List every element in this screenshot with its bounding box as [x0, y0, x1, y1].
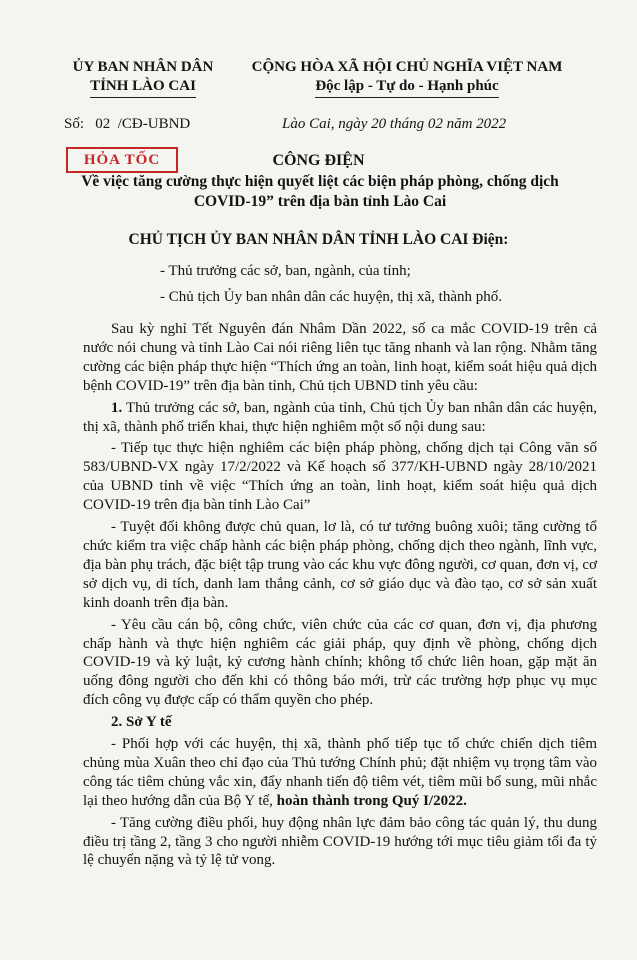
section-2-heading: 2. Sở Y tế: [111, 714, 172, 731]
section-1-number: 1.: [111, 399, 123, 416]
urgent-stamp: HỎA TỐC: [66, 147, 178, 173]
document-body: [83, 320, 597, 873]
section-2-bullet: - Tăng cường điều phối, huy động nhân lực đảm bảo công tác quản lý, thu dung điều trị tầng 2, tầng 3 cho người nhiễm COVID-19 hướng tới mục tiêu giảm tối đa tỷ lệ chuyển nặng và tỷ lệ tử vong.: [83, 814, 597, 869]
nation-line-1: CỘNG HÒA XÃ HỘI CHỦ NGHĨA VIỆT NAM: [251, 59, 563, 75]
section-2-bullet-text: - Phối hợp với các huyện, thị xã, thành phố tiếp tục tổ chức chiến dịch tiêm chủng mùa Xuân theo chỉ đạo của Thủ tướng Chính phủ; đặt nhiệm vụ trọng tâm vào công tác tiêm chủng vắc xin, đẩy nhanh tiến độ tiêm vét, tiêm mũi bổ sung, mũi nhắc lại theo hướng dẫn của Bộ Y tế,: [83, 736, 597, 809]
document-title: CÔNG ĐIỆN: [272, 152, 365, 169]
agency-line-1: ỦY BAN NHÂN DÂN: [72, 59, 214, 75]
section-1-bullet: - Tuyệt đối không được chủ quan, lơ là, có tư tưởng buông xuôi; tăng cường tổ chức kiểm tra việc chấp hành các biện pháp phòng, chống dịch theo ngành, lĩnh vực, địa bàn phụ trách, đặc biệt tập trung vào các khu vực đông người, cơ quan, đơn vị, cơ sở dịch vụ, di tích, danh lam thắng cảnh, cơ sở giáo dục và đào tạo, cơ sở sản xuất kinh doanh trên địa bàn.: [83, 519, 597, 611]
section-2-deadline: hoàn thành trong Quý I/2022.: [276, 792, 467, 809]
section-2-bullet: [83, 735, 597, 811]
intro-paragraph: Sau kỳ nghỉ Tết Nguyên đán Nhâm Dần 2022, số ca mắc COVID-19 trên cả nước nói chung và tỉnh Lào Cai nói riêng liên tục tăng nhanh và lan rộng. Nhằm tăng cường các biện pháp thực hiện “Thích ứng an toàn, linh hoạt, kiểm soát hiệu quả dịch bệnh COVID-19” trên địa bàn tỉnh, Chủ tịch UBND tỉnh yêu cầu:: [83, 321, 597, 394]
section-1-bullet: - Yêu cầu cán bộ, công chức, viên chức của các cơ quan, đơn vị, địa phương chấp hành và thực hiện nghiêm các giải pháp, quy định về phòng, chống dịch COVID-19 và kỷ luật, kỷ cương hành chính; không tổ chức liên hoan, gặp mặt ăn uống đông người cho đến khi có thông báo mới, trừ các trường hợp phục vụ mục đích công vụ được cấp có thẩm quyền cho phép.: [83, 616, 597, 709]
document-number: Số: 02 /CĐ-UBND: [64, 116, 191, 132]
section-1-bullet: - Tiếp tục thực hiện nghiêm các biện pháp phòng, chống dịch tại Công văn số 583/UBND-VX ngày 17/2/2022 và Kế hoạch số 377/KH-UBND ngày 28/10/2021 của UBND tỉnh về việc “Thích ứng an toàn, linh hoạt, kiểm soát hiệu quả dịch COVID-19 trên địa bàn tỉnh Lào Cai”: [83, 440, 597, 514]
addressee-heading: CHỦ TỊCH ỦY BAN NHÂN DÂN TỈNH LÀO CAI Điện:: [128, 231, 509, 248]
recipient-item: - Chủ tịch Ủy ban nhân dân các huyện, thị xã, thành phố.: [160, 289, 502, 305]
document-subtitle: Về việc tăng cường thực hiện quyết liệt các biện pháp phòng, chống dịch COVID-19” trên địa bàn tỉnh Lào Cai: [81, 173, 559, 210]
issuing-agency: [58, 58, 228, 98]
section-1-paragraph: [83, 399, 597, 437]
nation-line-2: Độc lập - Tự do - Hạnh phúc: [315, 77, 498, 98]
section-1-text: Thủ trưởng các sở, ban, ngành của tỉnh, Chủ tịch Ủy ban nhân dân các huyện, thị xã, thành phố triển khai, thực hiện nghiêm một số nội dung sau:: [83, 399, 597, 435]
document-date: Lào Cai, ngày 20 tháng 02 năm 2022: [282, 116, 507, 132]
recipient-item: - Thủ trưởng các sở, ban, ngành, của tỉnh;: [160, 263, 411, 279]
agency-line-2: TỈNH LÀO CAI: [90, 77, 196, 98]
national-motto: [234, 58, 580, 98]
